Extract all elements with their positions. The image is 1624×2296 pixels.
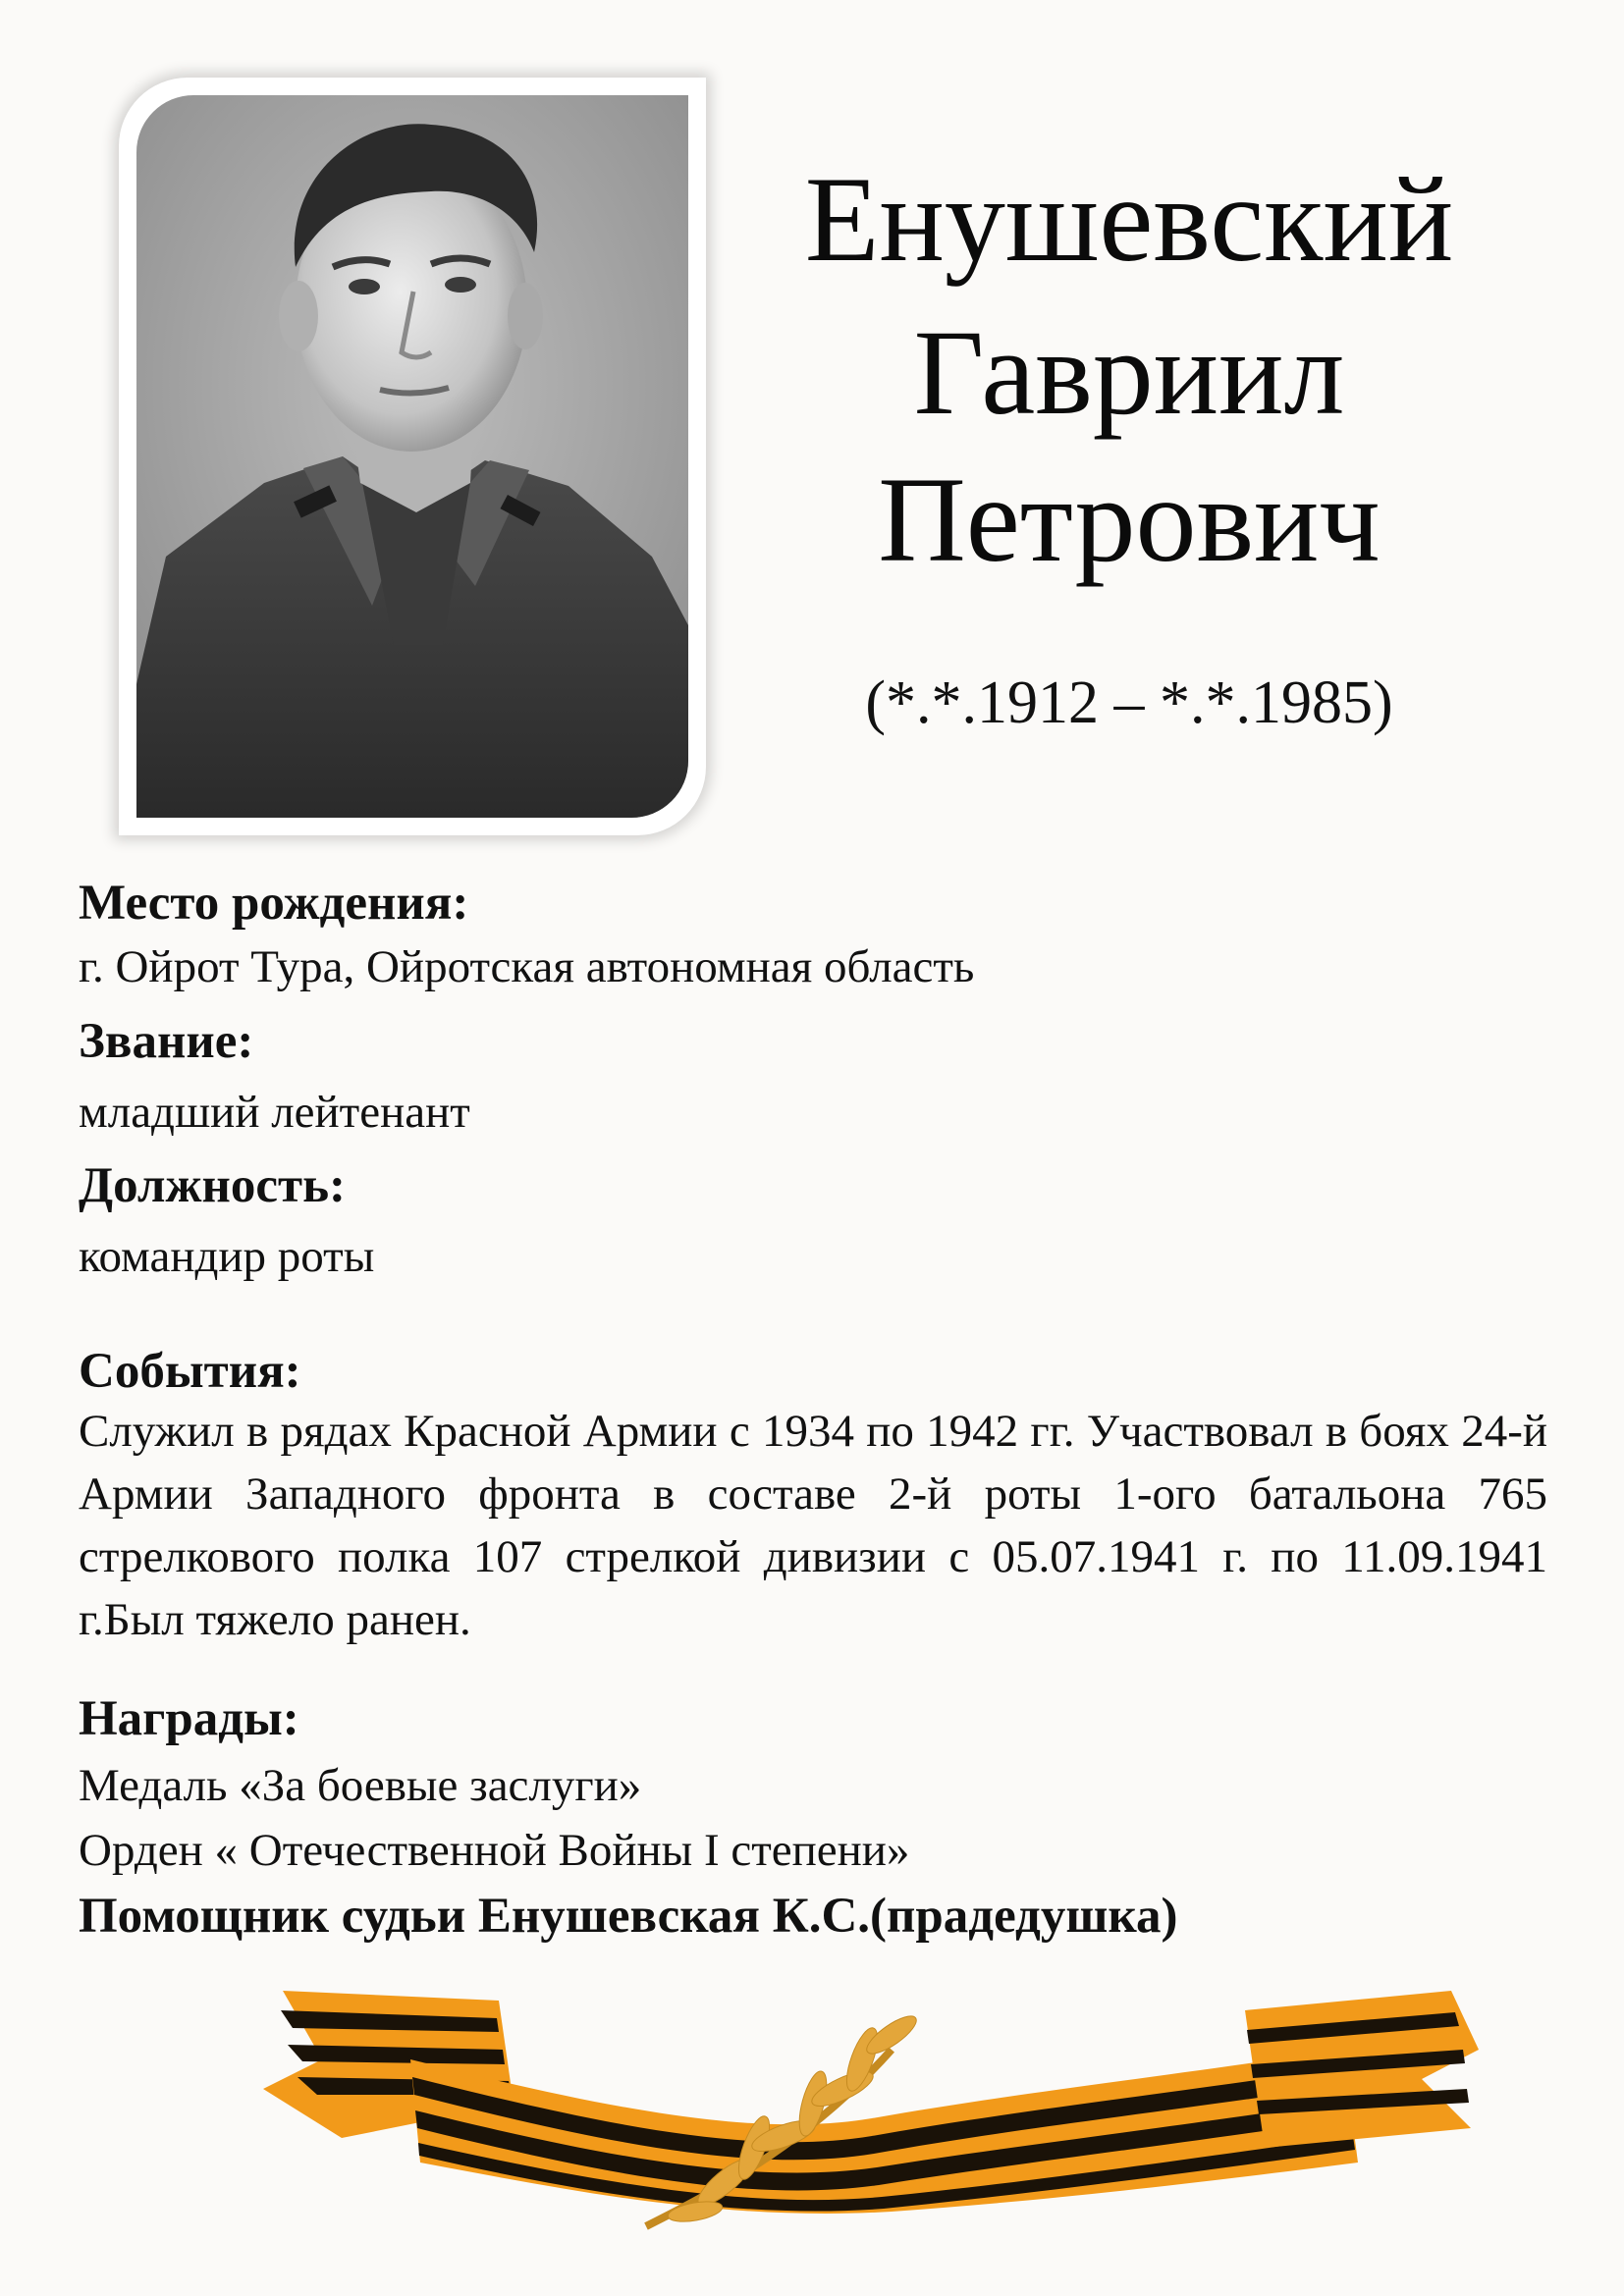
award-item: Медаль «За боевые заслуги»: [79, 1760, 642, 1811]
awards-label: Награды:: [79, 1691, 299, 1746]
ribbon-right-tail: [1245, 1991, 1479, 2148]
events-label: События:: [79, 1344, 301, 1399]
author-note: Помощник судьи Енушевская К.С.(прадедушка): [79, 1889, 1178, 1944]
award-item: Орден « Отечественной Войны I степени»: [79, 1825, 910, 1876]
birthplace-label: Место рождения:: [79, 876, 469, 931]
st-george-ribbon: [263, 1991, 1479, 2236]
ribbon-main-band: [410, 2050, 1358, 2214]
life-dates: (*.*.1912 – *.*.1985): [865, 669, 1393, 736]
first-name: Гавриил: [913, 305, 1345, 440]
birthplace-value: г. Ойрот Тура, Ойротская автономная область: [79, 941, 975, 992]
position-label: Должность:: [79, 1158, 347, 1213]
patronymic: Петрович: [878, 453, 1380, 587]
portrait-frame: [119, 78, 706, 835]
rank-label: Звание:: [79, 1014, 254, 1069]
rank-value: младший лейтенант: [79, 1087, 470, 1138]
events-text: Служил в рядах Красной Армии с 1934 по 1942 гг. Участвовал в боях 24-й Армии Западного фронта в составе 2-й роты 1-ого батальона 765 стрелкового полка 107 стрелкой дивизии с 05.07.1941 г. по 11.09.1941 г.Был тяжело ранен.: [79, 1406, 1547, 1645]
portrait-photo: [136, 95, 688, 818]
surname: Енушевский: [804, 152, 1454, 287]
position-value: командир роты: [79, 1231, 375, 1282]
